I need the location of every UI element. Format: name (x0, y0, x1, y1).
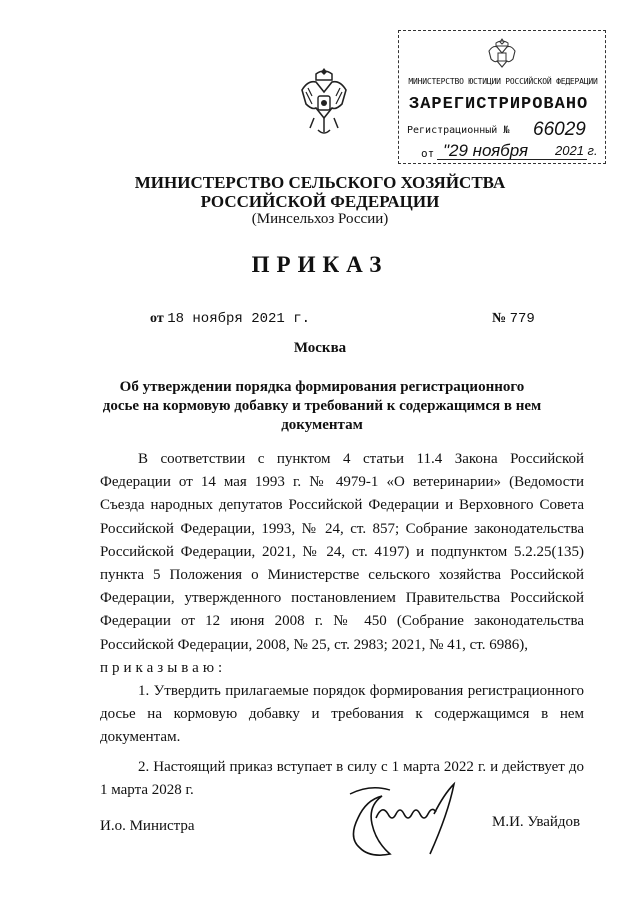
order-number-label: № (492, 311, 507, 326)
stamp-registered-label: ЗАРЕГИСТРИРОВАНО (409, 95, 589, 114)
order-subject: Об утверждении порядка формирования регистрационного досье на кормовую добавку и требований к содержащимся в нем документам (102, 379, 542, 433)
ministry-short-name: (Минсельхоз России) (251, 211, 389, 227)
order-number-value: 779 (509, 311, 535, 327)
document-title: ПРИКАЗ (251, 252, 389, 277)
coat-of-arms-icon (298, 62, 350, 142)
order-body (100, 448, 584, 802)
stamp-date: "29 ноября (443, 141, 529, 160)
order-date (150, 311, 310, 327)
handwritten-signature-icon (330, 778, 490, 868)
signatory-name: М.И. Увайдов (492, 814, 581, 830)
registration-stamp (398, 30, 606, 164)
item-1-paragraph: 1. Утвердить прилагаемые порядок формирования регистрационного досье на кормовую добавку и требования к содержащимся в нем документам. (100, 683, 584, 746)
order-date-label: от (150, 311, 164, 326)
preamble-paragraph: В соответствии с пунктом 4 статьи 11.4 Закона Российской Федерации от 14 мая 1993 г. № 4979-1 «О ветеринарии» (Ведомости Съезда народных депутатов Российской Федерации и Верховного Совета Российской Федерации, 1993, № 24, ст. 857; Собрание законодательства Российской Федерации, 2021, № 24, ст. 4197) и подпунктом 5.2.25(135) пункта 5 Положения о Министерстве сельского хозяйства Российской Федерации, утвержденного постановлением Правительства Российской Федерации от 12 июня 2008 г. № 450 (Собрание законодательства Российской Федерации, 2008, № 25, ст. 2983; 2021, № 41, ст. 6986), (100, 451, 584, 653)
ministry-name-line1: МИНИСТЕРСТВО СЕЛЬСКОГО ХОЗЯЙСТВА (134, 173, 506, 192)
signatory-position: И.о. Министра (100, 818, 195, 834)
order-date-value: 18 ноября 2021 г. (167, 311, 311, 327)
city: Москва (293, 340, 347, 356)
stamp-number-label: Регистрационный № (407, 125, 510, 136)
order-word: приказываю: (100, 659, 227, 676)
stamp-organization: МИНИСТЕРСТВО ЮСТИЦИИ РОССИЙСКОЙ ФЕДЕРАЦИИ (408, 77, 598, 86)
stamp-date-prefix: от (421, 147, 435, 160)
order-number (492, 311, 535, 327)
stamp-emblem-icon (487, 37, 517, 73)
stamp-number: 66029 (533, 119, 586, 140)
item-2-paragraph: 2. Настоящий приказ вступает в силу с 1 марта 2022 г. и действует до 1 марта 2028 г. (100, 758, 584, 798)
stamp-date-underline (437, 159, 587, 160)
stamp-year: 2021 г. (555, 143, 598, 158)
ministry-name-line2: РОССИЙСКОЙ ФЕДЕРАЦИИ (200, 192, 440, 211)
